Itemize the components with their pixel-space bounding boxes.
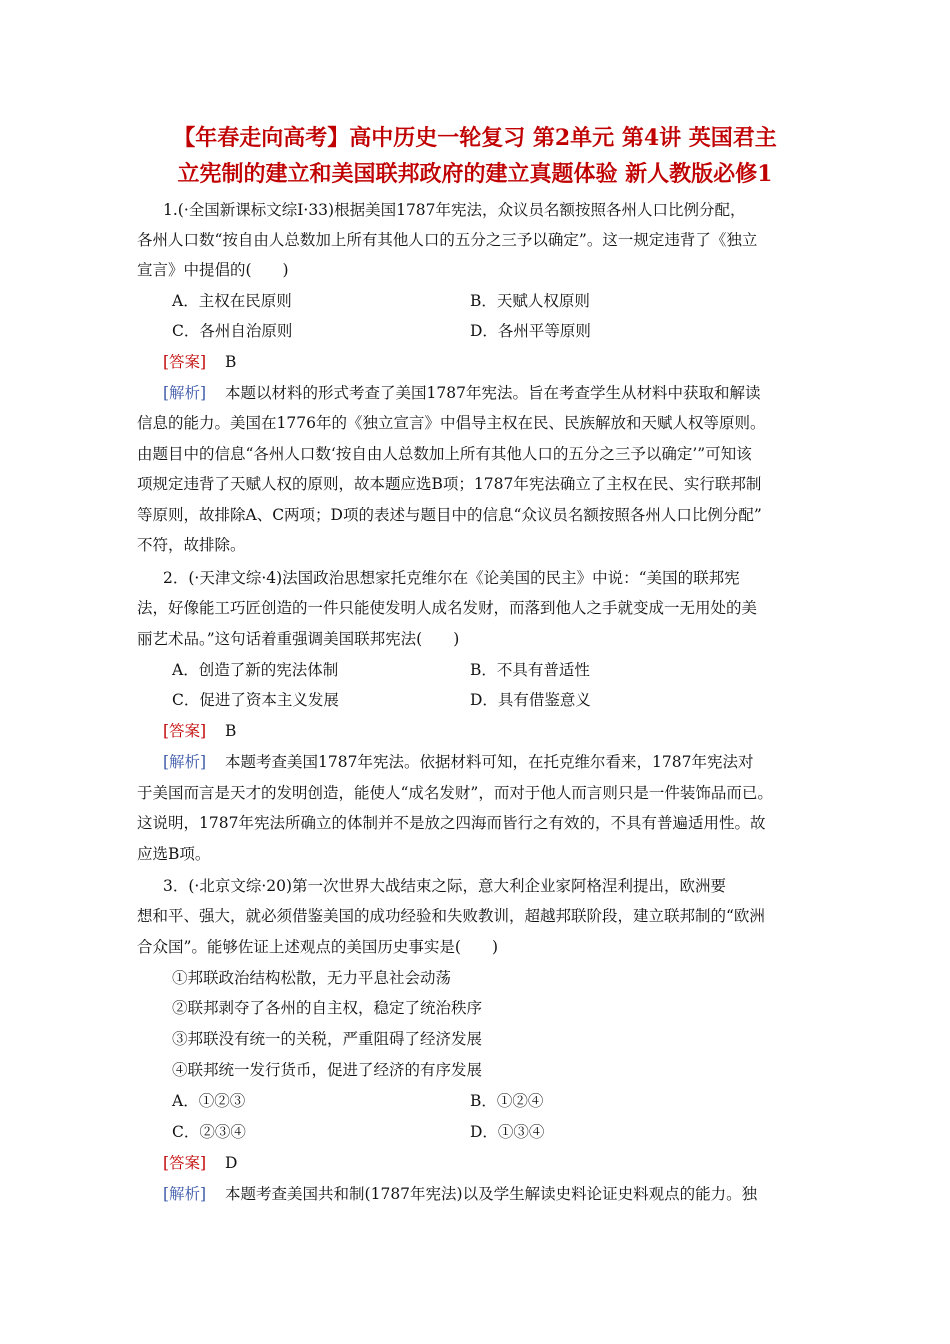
question-2-answer bbox=[163, 721, 236, 741]
question-1-analysis-line-5: 等原则，故排除A、C两项；D项的表述与题目中的信息“众议员名额按照各州人口比例分配” bbox=[137, 506, 762, 524]
question-3-statement-3: ③邦联没有统一的关税，严重阻碍了经济发展 bbox=[172, 1030, 483, 1048]
question-2-analysis-line-1 bbox=[163, 752, 753, 772]
question-3-option-a: A．①②③ bbox=[172, 1092, 246, 1110]
question-2-option-b: B．不具有普适性 bbox=[470, 661, 590, 679]
question-2-stem-line-2: 法，好像能工巧匠创造的一件只能使发明人成名发财，而落到他人之手就变成一无用处的美 bbox=[137, 599, 758, 617]
question-2-analysis-line-2: 于美国而言是天才的发明创造，能使人“成名发财”，而对于他人而言则只是一件装饰品而已。 bbox=[137, 784, 773, 802]
question-3-statement-4: ④联邦统一发行货币，促进了经济的有序发展 bbox=[172, 1061, 483, 1079]
question-1-option-d: D．各州平等原则 bbox=[470, 322, 591, 340]
question-1-answer bbox=[163, 352, 236, 372]
document-title-line-2: 立宪制的建立和美国联邦政府的建立真题体验 新人教版必修1 bbox=[177, 161, 773, 187]
question-3-stem-line-1: 3．(·北京文综·20)第一次世界大战结束之际，意大利企业家阿格涅利提出，欧洲要 bbox=[163, 877, 727, 895]
analysis-tag: [解析] bbox=[163, 1185, 207, 1203]
question-1-stem-line-1: 1.(·全国新课标文综Ⅰ·33)根据美国1787年宪法，众议员名额按照各州人口比例分配， bbox=[163, 201, 746, 219]
question-2-stem-line-3: 丽艺术品。”这句话着重强调美国联邦宪法( ) bbox=[137, 630, 460, 648]
question-3-statement-2: ②联邦剥夺了各州的自主权，稳定了统治秩序 bbox=[172, 999, 483, 1017]
question-3-option-d: D．①③④ bbox=[470, 1123, 545, 1141]
question-2-stem-line-1: 2．(·天津文综·4)法国政治思想家托克维尔在《论美国的民主》中说：“美国的联邦宪 bbox=[163, 569, 740, 587]
analysis-text: 本题以材料的形式考查了美国1787年宪法。旨在考查学生从材料中获取和解读 bbox=[225, 384, 761, 402]
answer-tag: [答案] bbox=[163, 722, 207, 740]
question-2-option-a: A．创造了新的宪法体制 bbox=[172, 661, 339, 679]
question-1-stem-line-2: 各州人口数“按自由人总数加上所有其他人口的五分之三予以确定”。这一规定违背了《独立 bbox=[137, 231, 758, 249]
question-1-analysis-line-6: 不符，故排除。 bbox=[137, 536, 246, 554]
question-1-analysis-line-2: 信息的能力。美国在1776年的《独立宣言》中倡导主权在民、民族解放和天赋人权等原则。 bbox=[137, 414, 766, 432]
question-3-stem-line-3: 合众国”。能够佐证上述观点的美国历史事实是( ) bbox=[137, 938, 499, 956]
question-2-option-c: C．促进了资本主义发展 bbox=[172, 691, 339, 709]
answer-tag: [答案] bbox=[163, 353, 207, 371]
question-3-option-c: C．②③④ bbox=[172, 1123, 246, 1141]
question-1-analysis-line-1 bbox=[163, 383, 761, 403]
question-1-analysis-line-4: 项规定违背了天赋人权的原则，故本题应选B项；1787年宪法确立了主权在民、实行联邦制 bbox=[137, 475, 762, 493]
question-3-answer bbox=[163, 1153, 237, 1173]
answer-tag: [答案] bbox=[163, 1154, 207, 1172]
question-3-statement-1: ①邦联政治结构松散，无力平息社会动荡 bbox=[172, 969, 452, 987]
answer-value: B bbox=[225, 353, 237, 371]
answer-value: B bbox=[225, 722, 237, 740]
analysis-tag: [解析] bbox=[163, 753, 207, 771]
question-3-stem-line-2: 想和平、强大，就必须借鉴美国的成功经验和失败教训，超越邦联阶段，建立联邦制的“欧洲 bbox=[137, 907, 765, 925]
question-2-option-d: D．具有借鉴意义 bbox=[470, 691, 591, 709]
question-1-analysis-line-3: 由题目中的信息“各州人口数‘按自由人总数加上所有其他人口的五分之三予以确定’”可知该 bbox=[137, 445, 752, 463]
question-1-option-c: C．各州自治原则 bbox=[172, 322, 293, 340]
analysis-text: 本题考查美国1787年宪法。依据材料可知，在托克维尔看来，1787年宪法对 bbox=[225, 753, 754, 771]
question-2-analysis-line-4: 应选B项。 bbox=[137, 845, 211, 863]
analysis-tag: [解析] bbox=[163, 384, 207, 402]
question-1-option-a: A．主权在民原则 bbox=[172, 292, 292, 310]
question-3-analysis-line-1 bbox=[163, 1184, 757, 1204]
answer-value: D bbox=[225, 1154, 238, 1172]
analysis-text: 本题考查美国共和制(1787年宪法)以及学生解读史料论证史料观点的能力。独 bbox=[225, 1185, 758, 1203]
document-title-line-1: 【年春走向高考】高中历史一轮复习 第2单元 第4讲 英国君主 bbox=[173, 125, 777, 151]
question-2-analysis-line-3: 这说明，1787年宪法所确立的体制并不是放之四海而皆行之有效的，不具有普遍适用性。故 bbox=[137, 814, 766, 832]
question-3-option-b: B．①②④ bbox=[470, 1092, 544, 1110]
question-1-stem-line-3: 宣言》中提倡的( ) bbox=[137, 261, 289, 279]
question-1-option-b: B．天赋人权原则 bbox=[470, 292, 590, 310]
